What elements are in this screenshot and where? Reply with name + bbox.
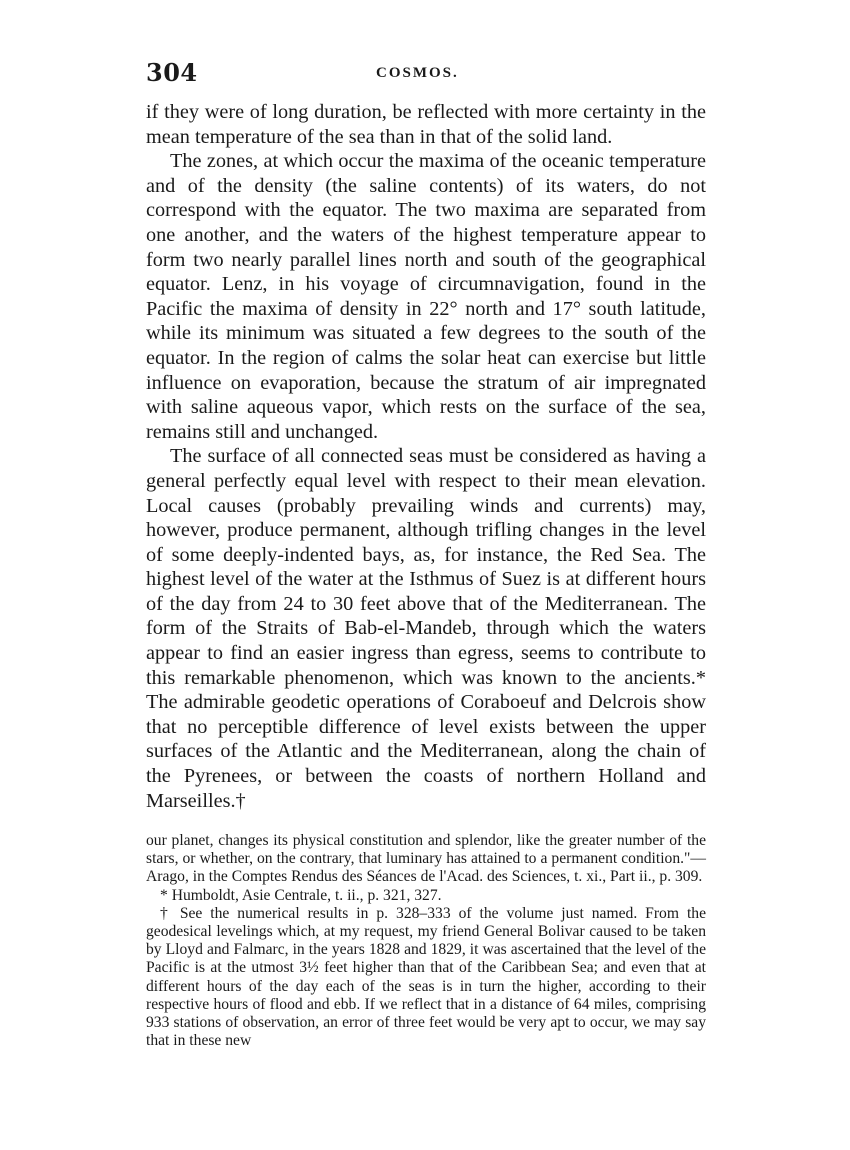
footnote-continued: our planet, changes its physical constitution and splendor, like the greater number of the stars, or whether, on the contrary, that luminary has attained to a permanent condition."—Arago, in the Comptes Rendus des Séances de l'Acad. des Sciences, t. xi., Part ii., p. 309. (146, 832, 706, 886)
page-header (146, 58, 706, 90)
main-text (146, 100, 706, 813)
page-number: 304 (146, 58, 198, 87)
footnote-star: * Humboldt, Asie Centrale, t. ii., p. 321, 327. (160, 886, 442, 904)
footnote-dagger: † See the numerical results in p. 328–333 of the volume just named. From the geodesical levelings which, at my request, my friend General Bolivar caused to be taken by Lloyd and Falmarc, in the years 1828 and 1829, it was ascertained that the level of the Pacific is at the utmost 3½ feet higher than that of the Caribbean Sea; and even that at different hours of the day each of the seas is in turn the higher, according to their respective hours of flood and ebb. If we reflect that in a distance of 64 miles, comprising 933 stations of observation, an error of three feet would be very apt to occur, we may say that in these new (146, 904, 706, 1050)
paragraph: The surface of all connected seas must be considered as having a general perfectly equal level with respect to their mean elevation. Local causes (probably prevailing winds and currents) may, however, produce permanent, although trifling changes in the level of some deeply-indented bays, as, for instance, the Red Sea. The highest level of the water at the Isthmus of Suez is at different hours of the day from 24 to 30 feet above that of the Mediterranean. The form of the Straits of Bab-el-Mandeb, through which the waters appear to find an easier ingress than egress, seems to contribute to this remarkable phenomenon, which was known to the ancients.* The admirable geodetic operations of Coraboeuf and Delcrois show that no perceptible difference of level exists between the upper surfaces of the Atlantic and the Mediterranean, along the chain of the Pyrenees, or between the coasts of northern Holland and Marseilles.† (146, 445, 706, 812)
footnotes (146, 832, 706, 1050)
paragraph-continued: if they were of long duration, be reflected with more certainty in the mean temperature of the sea than in that of the solid land. (146, 101, 706, 148)
paragraph: The zones, at which occur the maxima of the oceanic temperature and of the density (the saline contents) of its waters, do not correspond with the equator. The two maxima are separated from one another, and the waters of the highest temperature appear to form two nearly parallel lines north and south of the geographical equator. Lenz, in his voyage of circumnavigation, found in the Pacific the maxima of density in 22° north and 17° south latitude, while its minimum was situated a few degrees to the south of the equator. In the region of calms the solar heat can exercise but little influence on evaporation, because the stratum of air impregnated with saline aqueous vapor, which rests on the surface of the sea, remains still and unchanged. (146, 150, 706, 443)
running-head: COSMOS. (376, 65, 459, 81)
